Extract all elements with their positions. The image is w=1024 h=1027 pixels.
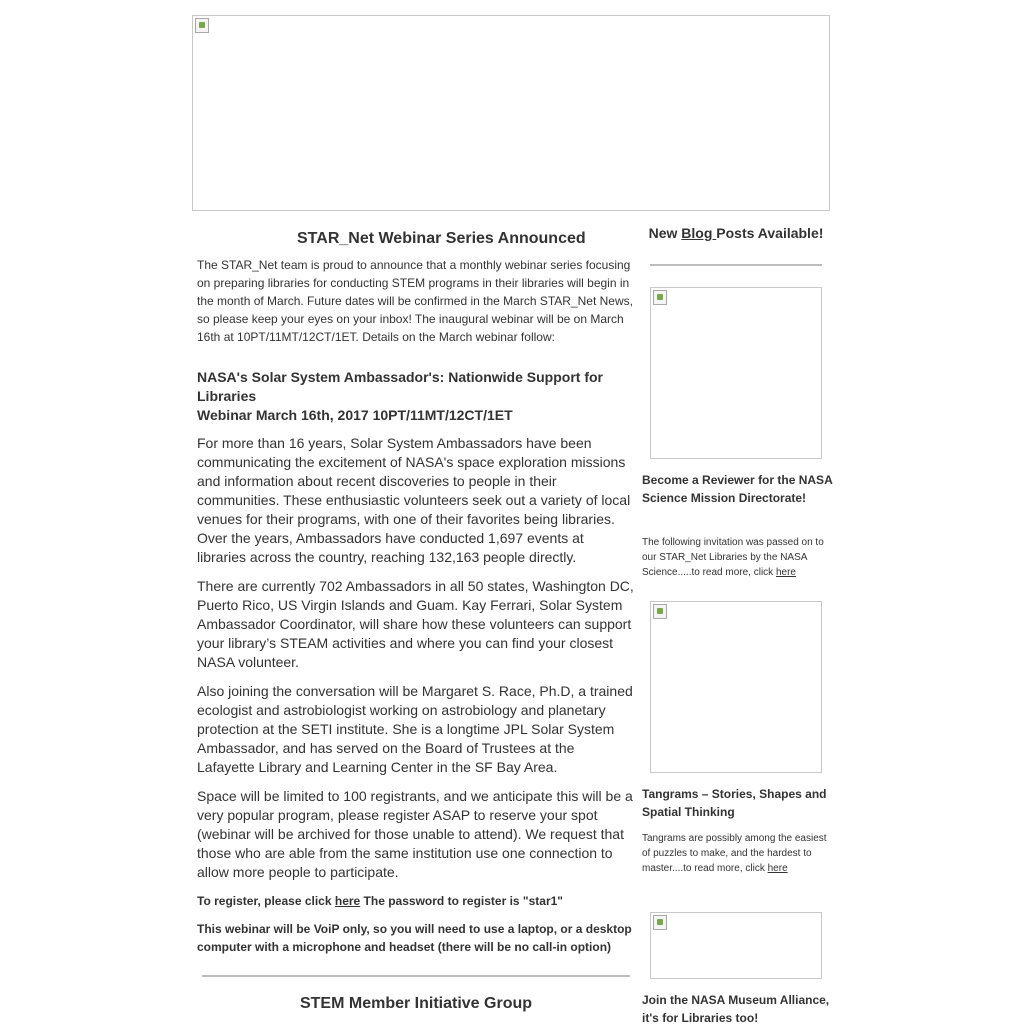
broken-image-icon [195,18,209,33]
main-divider [202,975,630,977]
blog-post-image-reviewer[interactable] [650,287,822,459]
paragraph-ambassadors-history: For more than 16 years, Solar System Ambassadors have been communicating the excitement of NASA's space exploration missions and information about recent discoveries to people in their communities. These enthusiastic volunteers seek out a variety of local venues for their programs, with one of their favorites being libraries. Over the years, Ambassadors have conducted 1,697 events at libraries across the country, reaching 132,163 people directly. [197,435,631,565]
broken-image-icon [653,290,667,305]
article-title: STAR_Net Webinar Series Announced [297,230,586,247]
broken-image-icon [653,604,667,619]
register-prefix: To register, please click [197,894,335,908]
voip-note: This webinar will be VoiP only, so you will need to use a laptop, or a desktop computer with a microphone and headset (there will be no call-in option) [197,922,632,954]
main-column [197,228,635,966]
register-suffix: The password to register is "star1" [360,894,563,908]
header-banner-image [192,15,830,211]
webinar-title-line1: NASA's Solar System Ambassador's: Nationwide Support for Libraries [197,369,603,404]
sidebar-divider [650,264,822,266]
blog-post-heading-tangrams: Tangrams – Stories, Shapes and Spatial Thinking [642,787,827,819]
sidebar-title-prefix: New [648,225,682,241]
blog-link[interactable]: Blog [681,225,717,241]
broken-image-icon [653,915,667,930]
blog-post-heading-reviewer: Become a Reviewer for the NASA Science Mission Directorate! [642,473,833,505]
webinar-title-line2: Webinar March 16th, 2017 10PT/11MT/12CT/1ET [197,407,513,423]
article-intro: The STAR_Net team is proud to announce that a monthly webinar series focusing on preparing libraries for conducting STEM programs in their libraries will begin in the month of March. Future dates will be confirmed in the March STAR_Net News, so please keep your eyes on your inbox! The inaugural webinar will be on March 16th at 10PT/11MT/12CT/1ET. Details on the March webinar follow: [197,258,633,344]
section-title-stem-member: STEM Member Initiative Group [299,995,533,1012]
webinar-title [197,368,635,425]
blog-post-summary-tangrams [642,831,832,876]
register-line [197,892,635,910]
read-more-link-reviewer[interactable]: here [775,567,796,578]
blog-post-text-reviewer: The following invitation was passed on to our STAR_Net Libraries by the NASA Science.....to read more, click [642,537,824,578]
register-link[interactable]: here [334,894,361,908]
blog-post-text-tangrams: Tangrams are possibly among the easiest of puzzles to make, and the hardest to master....to read more, click [642,833,827,874]
paragraph-registration-limit: Space will be limited to 100 registrants, and we anticipate this will be a very popular program, please register ASAP to reserve your spot (webinar will be archived for those unable to attend). We request that those who are able from the same institution use one connection to allow more people to participate. [197,788,633,880]
blog-post-summary-reviewer [642,535,832,580]
blog-post-image-museum-alliance[interactable] [650,912,822,979]
blog-post-heading-museum-alliance: Join the NASA Museum Alliance, it's for Libraries too! [642,993,830,1025]
paragraph-ambassadors-count: There are currently 702 Ambassadors in all 50 states, Washington DC, Puerto Rico, US Virgin Islands and Guam. Kay Ferrari, Solar System Ambassador Coordinator, will share how these volunteers can support your library’s STEAM activities and where you can find your closest NASA volunteer. [197,578,634,670]
blog-post-image-tangrams[interactable] [650,601,822,773]
read-more-link-tangrams[interactable]: here [767,863,788,874]
sidebar-title [642,224,830,242]
paragraph-margaret-race: Also joining the conversation will be Margaret S. Race, Ph.D, a trained ecologist and astrobiologist working on astrobiology and planetary protection at the SETI institute. She is a longtime JPL Solar System Ambassador, and has served on the Board of Trustees at the Lafayette Library and Learning Center in the SF Bay Area. [197,683,633,775]
sidebar-title-suffix: Posts Available! [716,225,824,241]
